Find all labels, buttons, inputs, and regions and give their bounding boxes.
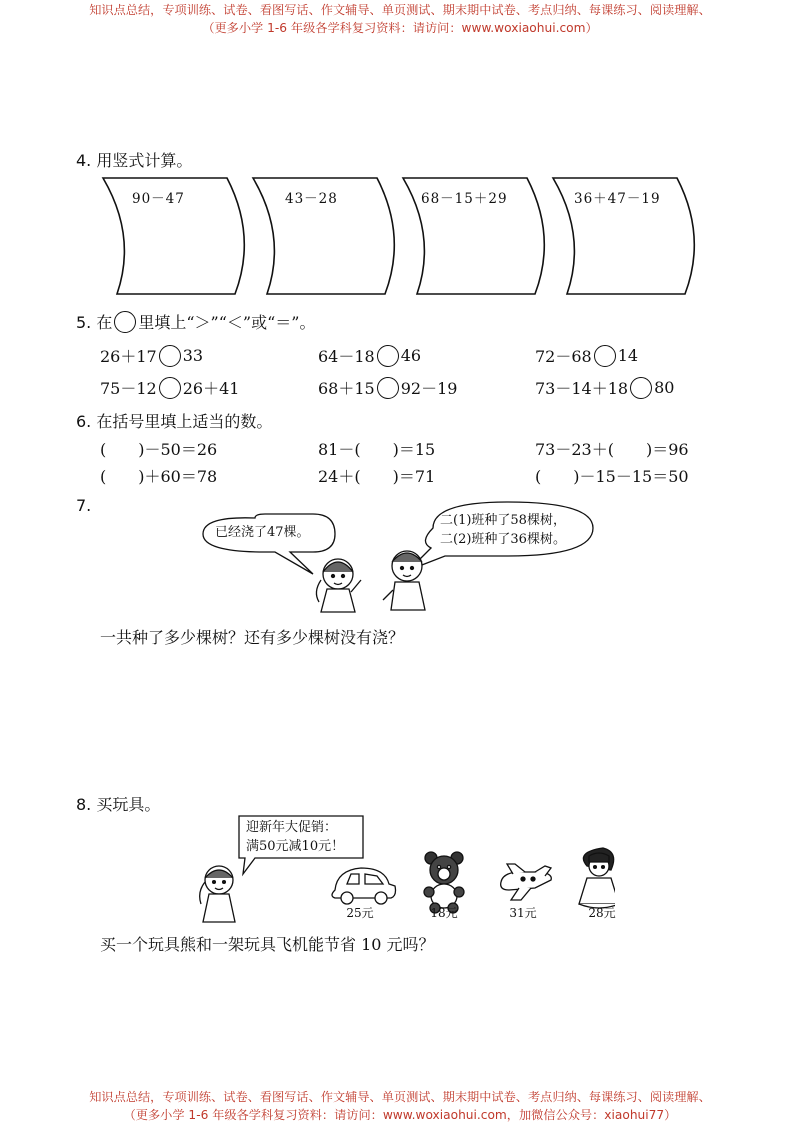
q6-item-5[interactable]: 24＋( )＝71 [318, 467, 436, 486]
q5-item-5 [318, 376, 457, 399]
q6-number: 6. [76, 412, 92, 431]
q6-item-2[interactable]: 81－( )＝15 [318, 440, 436, 459]
boy-figure-icon [383, 551, 425, 610]
q5-item-2-left: 64－18 [318, 347, 375, 366]
shopper-girl-icon [200, 866, 235, 922]
q8-number: 8. [76, 795, 92, 814]
q5-item-1 [100, 344, 203, 367]
q5-item-3-right: 14 [617, 346, 639, 365]
q5-title [76, 310, 315, 333]
q6-item-6[interactable]: ( )－15－15＝50 [535, 467, 689, 486]
q4-title [76, 148, 192, 171]
q6-item-4[interactable]: ( )＋60＝78 [100, 467, 218, 486]
q6-item-1[interactable]: ( )－50＝26 [100, 440, 218, 459]
q4-card-1-expr: 90－47 [132, 191, 185, 207]
q7-number: 7. [76, 496, 92, 515]
price-bear: 18元 [430, 906, 458, 920]
toy-car-icon [332, 868, 396, 904]
q5-item-4-answer-circle[interactable] [159, 377, 181, 399]
q4-card-2-expr: 43－28 [285, 191, 338, 207]
q5-item-1-right: 33 [182, 346, 204, 365]
q5-text-post: 里填上“＞”“＜”或“＝”。 [138, 313, 316, 332]
footer-line-2: （更多小学 1-6 年级各学科复习资料：请访问：www.woxiaohui.com，加微信公众号：xiaohui77） [123, 1108, 677, 1122]
q7-right-bubble-text-2: 二(2)班种了36棵树。 [440, 532, 566, 547]
q5-item-3 [535, 344, 638, 367]
q5-item-6-left: 73－14＋18 [535, 379, 629, 398]
q4-text: 用竖式计算。 [96, 151, 193, 170]
q5-item-6-answer-circle[interactable] [630, 377, 652, 399]
q4-card-4-expr: 36＋47－19 [574, 191, 661, 207]
q5-item-6 [535, 376, 674, 399]
price-airplane: 31元 [509, 906, 537, 920]
q7-right-bubble-text-1: 二(1)班种了58棵树， [440, 513, 566, 528]
q5-item-1-answer-circle[interactable] [159, 345, 181, 367]
q5-item-4-left: 75－12 [100, 379, 157, 398]
q5-item-5-answer-circle[interactable] [377, 377, 399, 399]
q5-item-2-answer-circle[interactable] [377, 345, 399, 367]
q8-question: 买一个玩具熊和一架玩具飞机能节省 10 元吗？ [100, 935, 435, 954]
promo-text-2: 满50元减10元！ [246, 839, 345, 854]
footer-line-1: 知识点总结，专项训练、试卷、看图写话、作文辅导、单页测试、期末期中试卷、考点归纳、每课练习、阅读理解、 [89, 1090, 711, 1104]
q5-item-3-left: 72－68 [535, 347, 592, 366]
q6-item-3[interactable]: 73－23＋( )＝96 [535, 440, 689, 459]
q7-question: 一共种了多少棵树？还有多少棵树没有浇？ [100, 628, 405, 647]
q5-item-4-right: 26＋41 [182, 379, 240, 398]
q5-item-4 [100, 376, 239, 399]
q4-card-3-expr: 68－15＋29 [421, 191, 508, 207]
q5-item-5-right: 92－19 [400, 379, 458, 398]
q5-item-5-left: 68＋15 [318, 379, 375, 398]
q5-number: 5. [76, 313, 92, 332]
q6-text: 在括号里填上适当的数。 [96, 412, 273, 431]
price-doll: 28元 [588, 906, 616, 920]
q5-title-circle-icon [114, 311, 136, 333]
girl-figure-icon [316, 559, 361, 612]
toy-doll-icon [579, 848, 615, 908]
q6-title [76, 409, 272, 432]
q8-title [76, 792, 160, 815]
q5-item-3-answer-circle[interactable] [594, 345, 616, 367]
toy-airplane-icon [501, 864, 552, 900]
q5-item-2 [318, 344, 421, 367]
q4-number: 4. [76, 151, 92, 170]
q5-item-2-right: 46 [400, 346, 422, 365]
q5-item-6-right: 80 [654, 378, 675, 397]
q8-text: 买玩具。 [96, 795, 161, 814]
price-car: 25元 [346, 906, 374, 920]
q7-left-bubble-text: 已经浇了47棵。 [215, 525, 310, 540]
q5-text-pre: 在 [96, 313, 113, 332]
promo-text-1: 迎新年大促销： [246, 820, 338, 835]
header-line-1: 知识点总结，专项训练、试卷、看图写话、作文辅导、单页测试、期末期中试卷、考点归纳、每课练习、阅读理解、 [89, 3, 711, 17]
q5-item-1-left: 26＋17 [100, 347, 157, 366]
q7-title [76, 496, 91, 515]
header-line-2: （更多小学 1-6 年级各学科复习资料：请访问：www.woxiaohui.com） [202, 21, 598, 35]
